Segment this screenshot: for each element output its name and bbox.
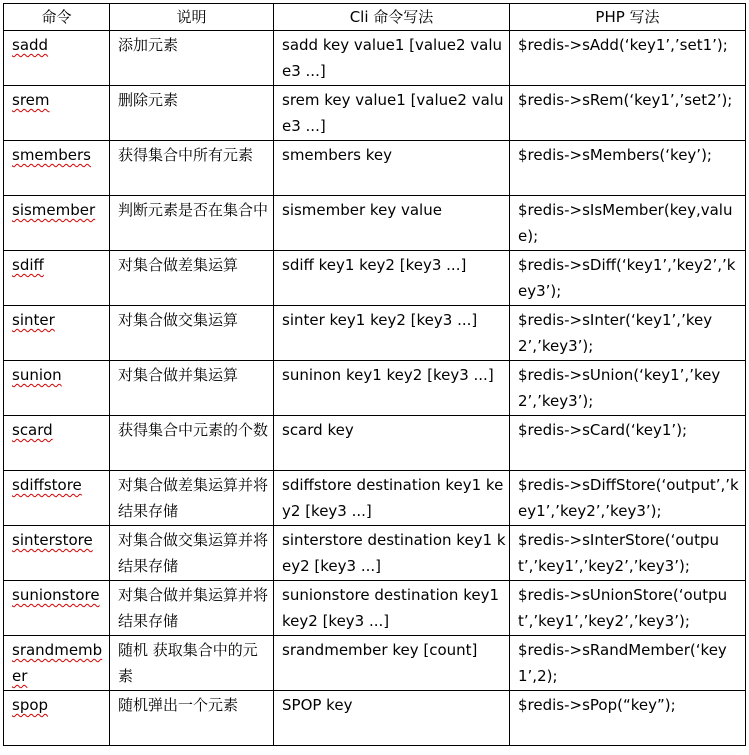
description-cell: 随机弹出一个元素 <box>110 691 274 746</box>
command-name: srandmember <box>12 641 103 685</box>
table-row <box>4 361 746 416</box>
cli-syntax-cell: srem key value1 [value2 value3 ...] <box>274 86 510 141</box>
command-cell <box>4 471 110 526</box>
cli-syntax-cell: smembers key <box>274 141 510 196</box>
description-cell: 获得集合中所有元素 <box>110 141 274 196</box>
command-name: srem <box>12 91 50 109</box>
command-cell <box>4 251 110 306</box>
command-cell <box>4 196 110 251</box>
command-cell <box>4 636 110 691</box>
cli-syntax-cell: sunionstore destination key1 key2 [key3 ...] <box>274 581 510 636</box>
table-row <box>4 31 746 86</box>
php-syntax-cell: $redis->sRandMember(‘key1’,2); <box>510 636 746 691</box>
header-description: 说明 <box>110 4 274 31</box>
table-row <box>4 196 746 251</box>
table-row <box>4 306 746 361</box>
description-cell: 获得集合中元素的个数 <box>110 416 274 471</box>
table-row <box>4 581 746 636</box>
command-cell <box>4 691 110 746</box>
table-row <box>4 691 746 746</box>
php-syntax-cell: $redis->sInterStore(‘output’,’key1’,’key2’,’key3’); <box>510 526 746 581</box>
description-cell: 判断元素是否在集合中 <box>110 196 274 251</box>
command-cell <box>4 306 110 361</box>
cli-syntax-cell: srandmember key [count] <box>274 636 510 691</box>
php-syntax-cell: $redis->sAdd(‘key1’,’set1’); <box>510 31 746 86</box>
command-cell <box>4 141 110 196</box>
description-cell: 对集合做差集运算 <box>110 251 274 306</box>
command-name: sinter <box>12 311 55 329</box>
description-cell: 添加元素 <box>110 31 274 86</box>
table-row <box>4 636 746 691</box>
command-name: smembers <box>12 146 91 164</box>
command-cell <box>4 416 110 471</box>
table-row <box>4 251 746 306</box>
description-cell: 对集合做并集运算并将结果存储 <box>110 581 274 636</box>
php-syntax-cell: $redis->sMembers(‘key’); <box>510 141 746 196</box>
description-cell: 对集合做差集运算并将结果存储 <box>110 471 274 526</box>
header-cli-syntax: Cli 命令写法 <box>274 4 510 31</box>
cli-syntax-cell: sadd key value1 [value2 value3 ...] <box>274 31 510 86</box>
cli-syntax-cell: SPOP key <box>274 691 510 746</box>
command-cell <box>4 361 110 416</box>
cli-syntax-cell: suninon key1 key2 [key3 ...] <box>274 361 510 416</box>
command-name: sadd <box>12 36 49 54</box>
command-name: sdiffstore <box>12 476 82 494</box>
table-header-row <box>4 4 746 31</box>
table-row <box>4 526 746 581</box>
description-cell: 对集合做并集运算 <box>110 361 274 416</box>
cli-syntax-cell: sinter key1 key2 [key3 ...] <box>274 306 510 361</box>
command-name: sinterstore <box>12 531 93 549</box>
cli-syntax-cell: scard key <box>274 416 510 471</box>
header-command: 命令 <box>4 4 110 31</box>
command-cell <box>4 581 110 636</box>
php-syntax-cell: $redis->sCard(‘key1’); <box>510 416 746 471</box>
command-cell <box>4 31 110 86</box>
description-cell: 对集合做交集运算并将结果存储 <box>110 526 274 581</box>
cli-syntax-cell: sinterstore destination key1 key2 [key3 ...] <box>274 526 510 581</box>
php-syntax-cell: $redis->sInter(‘key1’,’key2’,’key3’); <box>510 306 746 361</box>
redis-set-commands-table <box>3 3 746 746</box>
description-cell: 随机 获取集合中的元素 <box>110 636 274 691</box>
php-syntax-cell: $redis->sPop(“key”); <box>510 691 746 746</box>
php-syntax-cell: $redis->sIsMember(key,value); <box>510 196 746 251</box>
cli-syntax-cell: sdiffstore destination key1 key2 [key3 ...] <box>274 471 510 526</box>
command-name: sunionstore <box>12 586 100 604</box>
php-syntax-cell: $redis->sDiff(‘key1’,’key2’,’key3’); <box>510 251 746 306</box>
php-syntax-cell: $redis->sUnionStore(‘output’,’key1’,’key2’,’key3’); <box>510 581 746 636</box>
header-php-syntax: PHP 写法 <box>510 4 746 31</box>
command-name: sunion <box>12 366 62 384</box>
table-row <box>4 86 746 141</box>
document-page <box>3 3 746 746</box>
command-cell <box>4 86 110 141</box>
command-name: sdiff <box>12 256 44 274</box>
php-syntax-cell: $redis->sRem(‘key1’,’set2’); <box>510 86 746 141</box>
description-cell: 对集合做交集运算 <box>110 306 274 361</box>
command-name: sismember <box>12 201 96 219</box>
description-cell: 删除元素 <box>110 86 274 141</box>
php-syntax-cell: $redis->sUnion(‘key1’,’key2’,’key3’); <box>510 361 746 416</box>
command-cell <box>4 526 110 581</box>
cli-syntax-cell: sdiff key1 key2 [key3 ...] <box>274 251 510 306</box>
table-row <box>4 471 746 526</box>
table-row <box>4 416 746 471</box>
cli-syntax-cell: sismember key value <box>274 196 510 251</box>
command-name: scard <box>12 421 53 439</box>
php-syntax-cell: $redis->sDiffStore(‘output’,’key1’,’key2’,’key3’); <box>510 471 746 526</box>
table-row <box>4 141 746 196</box>
command-name: spop <box>12 696 49 714</box>
